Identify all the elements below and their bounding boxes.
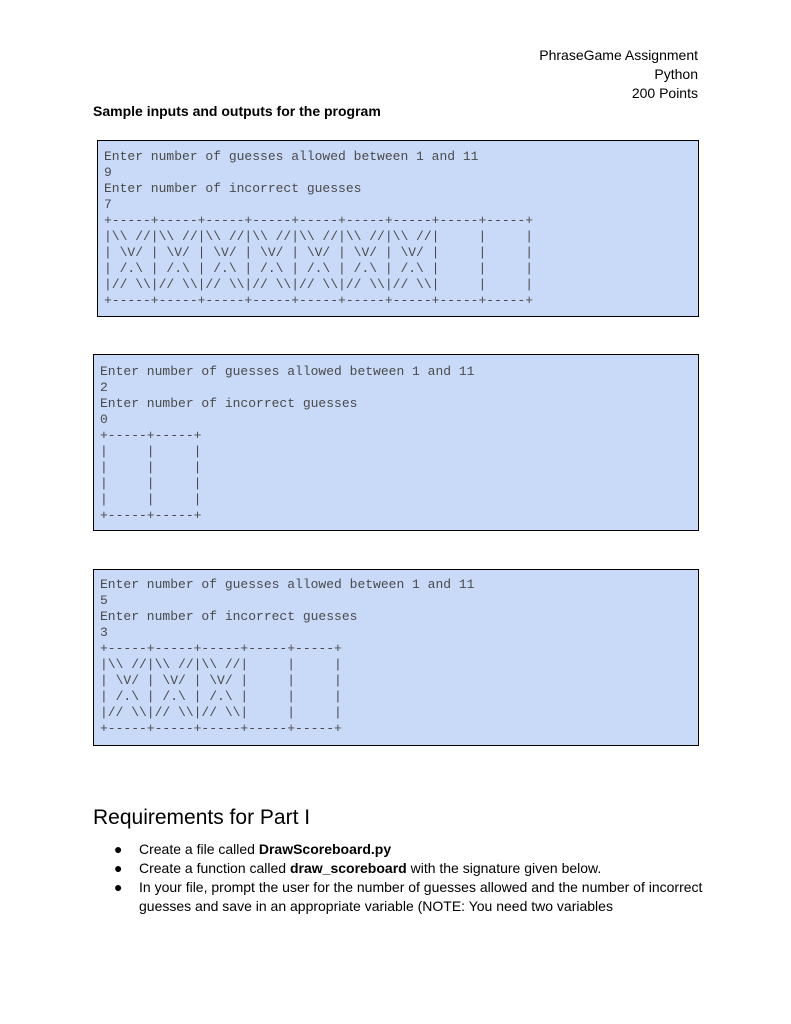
requirement-item — [93, 840, 703, 859]
sample-output-text: Enter number of guesses allowed between 1 and 11 9 Enter number of incorrect guesses 7 +-----+-----+-----+-----+-----+-----+-----+-----+-----+ |\\ //|\\ //|\\ //|\\ //|\\ //|\\ //|\\ //| | | | \V/ | \V/ | \V/ | \V/ | \V/ | \V/ | \V/ | | | | /.\ | /.\ | /.\ | /.\ | /.\ | /.\ | /.\ | | | |// \\|// \\|// \\|// \\|// \\|// \\|// \\| | | +-----+-----+-----+-----+-----+-----+-----+-----+-----+ — [104, 149, 534, 308]
sample-output-text: Enter number of guesses allowed between 1 and 11 5 Enter number of incorrect guesses 3 +-----+-----+-----+-----+-----+ |\\ //|\\ //|\\ //| | | | \V/ | \V/ | \V/ | | | | /.\ | /.\ | /.\ | | | |// \\|// \\|// \\| | | +-----+-----+-----+-----+-----+ — [100, 577, 475, 736]
requirement-text: In your file, prompt the user for the number of guesses allowed and the number of incorrect guesses and save in an appropriate variable (NOTE: You need two variables — [139, 879, 703, 914]
requirement-text: with the signature given below. — [406, 860, 602, 876]
requirements-list — [93, 840, 703, 916]
document-header — [539, 46, 698, 103]
sample-output-text: Enter number of guesses allowed between 1 and 11 2 Enter number of incorrect guesses 0 +-----+-----+ | | | | | | | | | | | | +-----+-----+ — [100, 364, 475, 523]
points-label: 200 Points — [631, 85, 698, 101]
course-language: Python — [654, 66, 698, 82]
assignment-title: PhraseGame Assignment — [539, 47, 698, 63]
requirement-item — [93, 878, 703, 916]
bullet-icon: ● — [114, 841, 123, 857]
requirement-function-name: draw_scoreboard — [289, 860, 407, 876]
requirement-filename: DrawScoreboard.py — [258, 841, 392, 857]
requirements-heading: Requirements for Part I — [93, 806, 311, 829]
section-subtitle: Sample inputs and outputs for the program — [93, 103, 381, 119]
bullet-icon: ● — [114, 860, 123, 876]
sample-output-box-1 — [97, 140, 699, 317]
sample-output-box-2 — [93, 354, 699, 531]
requirement-item — [93, 859, 703, 878]
bullet-icon: ● — [114, 879, 123, 895]
requirement-text: Create a function called — [139, 860, 290, 876]
requirement-text: Create a file called — [139, 841, 259, 857]
sample-output-box-3 — [93, 569, 699, 746]
